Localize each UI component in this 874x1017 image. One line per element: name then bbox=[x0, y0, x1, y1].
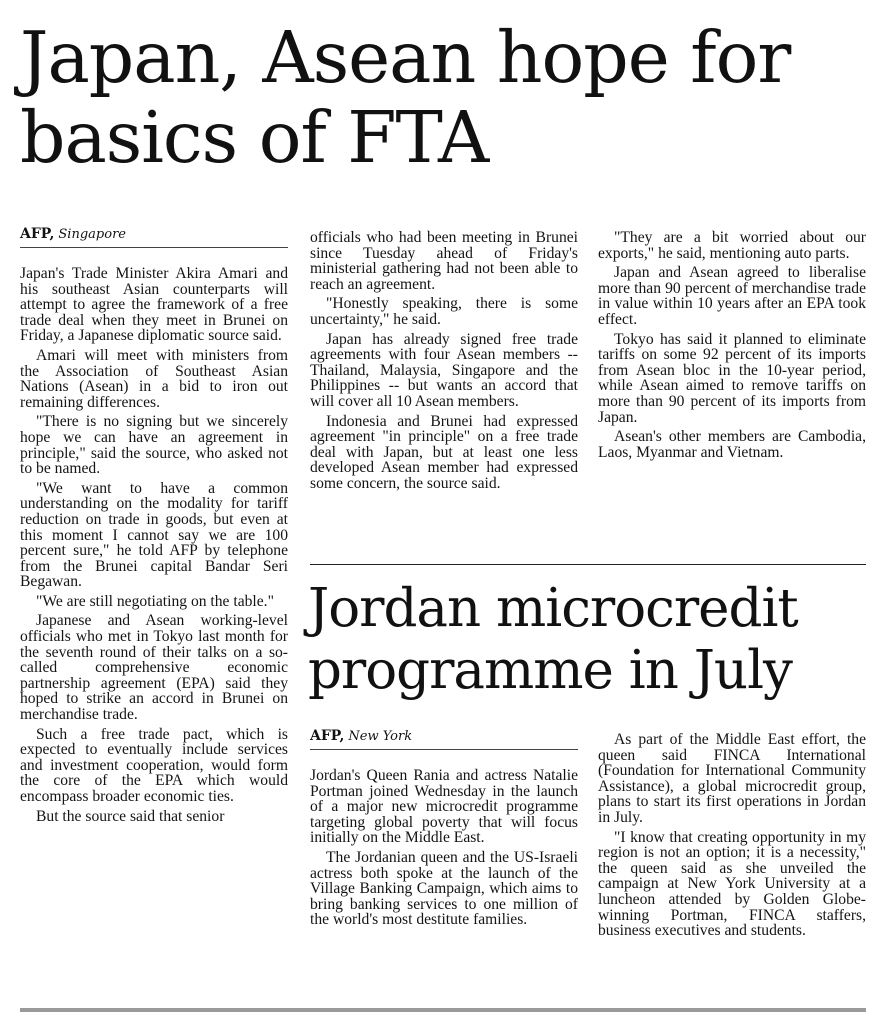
article-1-column-2 bbox=[310, 230, 578, 496]
paragraph: Japan and Asean agreed to liberalise more than 90 percent of merchandise trade in value within 10 years after an EPA took effect. bbox=[598, 264, 866, 328]
byline-agency: AFP, bbox=[20, 226, 55, 242]
paragraph: Amari will meet with ministers from the Association of Southeast Asian Nations (Asean) in a bid to iron out remaining differences. bbox=[20, 346, 288, 411]
article-1-byline bbox=[20, 226, 288, 248]
article-1-column-3 bbox=[598, 230, 866, 464]
paragraph: Japan's Trade Minister Akira Amari and his southeast Asian counterparts will attempt to agree the framework of a free trade deal when they meet in Brunei on Friday, a Japanese diplomatic source said. bbox=[20, 265, 288, 345]
article-2-headline: Jordan microcredit programme in July bbox=[308, 578, 798, 701]
paragraph: As part of the Middle East effort, the queen said FINCA International (Foundation for International Community Assistance), a global microcredit group, plans to start its first operations in Jordan in July. bbox=[598, 731, 866, 826]
article-2-column-2 bbox=[598, 732, 866, 943]
paragraph: Japanese and Asean working-level officials who met in Tokyo last month for the seventh round of their talks on a so-called comprehensive economic partnership agreement (EPA) said they hoped to strike an accord in Brunei on merchandise trade. bbox=[20, 612, 288, 724]
byline-location: Singapore bbox=[58, 227, 126, 242]
paragraph: "We are still negotiating on the table." bbox=[36, 592, 274, 610]
paragraph: Asean's other members are Cambodia, Laos, Myanmar and Vietnam. bbox=[598, 428, 866, 461]
paragraph: "They are a bit worried about our exports," he said, mentioning auto parts. bbox=[598, 229, 866, 262]
paragraph: Tokyo has said it planned to eliminate tariffs on some 92 percent of its imports from Asean bloc in the 10-year period, while Asean aimed to remove tariffs on more than 90 percent of its imports from Japan. bbox=[598, 330, 866, 426]
paragraph: "I know that creating opportunity in my region is not an option; it is a necessity," the queen said as she unveiled the campaign at New York University at a luncheon attended by Golden Globe-winning Portman, FINCA staffers, business executives and students. bbox=[598, 828, 866, 940]
paragraph: "We want to have a common understanding on the modality for tariff reduction on trade in goods, but even at this moment I cannot say we are 100 percent sure," he told AFP by telephone from the Brunei capital Bandar Seri Begawan. bbox=[20, 479, 288, 591]
paragraph: "There is no signing but we sincerely hope we can have an agreement in principle," said the source, who asked not to be named. bbox=[20, 413, 288, 478]
paragraph: Such a free trade pact, which is expected to eventually include services and investment cooperation, would form the core of the EPA which would encompass broader economic ties. bbox=[20, 725, 288, 805]
article-1-headline: Japan, Asean hope for basics of FTA bbox=[20, 16, 791, 179]
section-divider bbox=[310, 564, 866, 565]
byline-location: New York bbox=[348, 729, 413, 744]
bottom-border bbox=[20, 1008, 866, 1012]
paragraph: Indonesia and Brunei had expressed agreement "in principle" on a free trade deal with Japan, but at least one less developed Asean member had expressed some concern, the source said. bbox=[310, 412, 578, 492]
article-1-column-1 bbox=[20, 266, 288, 828]
article-2-byline bbox=[310, 728, 578, 750]
paragraph: But the source said that senior bbox=[36, 807, 225, 825]
paragraph: Jordan's Queen Rania and actress Natalie Portman joined Wednesday in the launch of a major new microcredit programme targeting global poverty that will focus initially on the Middle East. bbox=[310, 767, 578, 847]
paragraph: officials who had been meeting in Brunei since Tuesday ahead of Friday's ministerial gathering had not been able to reach an agreement. bbox=[310, 229, 578, 293]
paragraph: The Jordanian queen and the US-Israeli actress both spoke at the launch of the Village Banking Campaign, which aims to bring banking services to one million of the world's most destitute families. bbox=[310, 848, 578, 929]
byline-agency: AFP, bbox=[310, 728, 345, 744]
paragraph: Japan has already signed free trade agreements with four Asean members -- Thailand, Malaysia, Singapore and the Philippines -- but wants an accord that will cover all 10 Asean members. bbox=[310, 330, 578, 410]
article-2-column-1 bbox=[310, 768, 578, 932]
paragraph: "Honestly speaking, there is some uncertainty," he said. bbox=[310, 295, 578, 328]
